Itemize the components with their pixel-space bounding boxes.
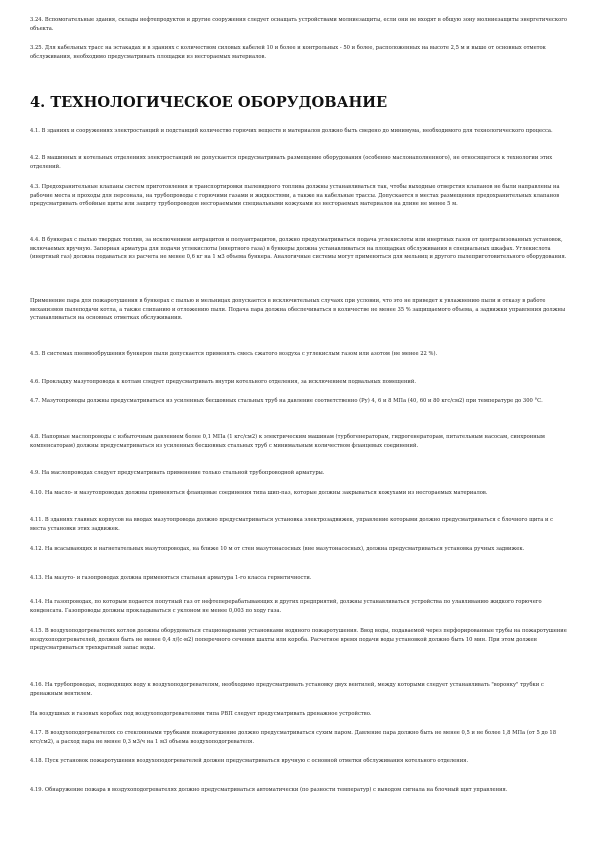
paragraph-3-24: 3.24. Вспомогательные здания, склады нефтепродуктов и другие сооружения следует оснащать устройствами молниезащиты, если они не входят в общую зону молниезащиты энергетического объекта.	[30, 17, 568, 32]
paragraph-4-9: 4.9. На маслопроводах следует предусматривать применение только стальной трубопроводной арматуры.	[30, 470, 325, 476]
paragraph-4-5: 4.5. В системах пневмообрушения бункеров пыли допускается применять смесь сжатого воздуха с углекислым газом или азотом (не менее 22 %).	[30, 351, 438, 357]
paragraph-4-12: 4.12. На всасывающих и нагнетательных мазутопроводах, на ближе 10 м от стен мазутонасосных (вне мазутонасосных), должна предусматриваться установка ручных задвижек.	[30, 546, 525, 552]
paragraph-4-11: 4.11. В зданиях главных корпусов на вводах мазутопровода должно предусматриваться установка электрозадвижек, управление которыми должно предусматриваться с блочного щита и с места установки этих задвижек.	[30, 517, 554, 532]
paragraph-4-1: 4.1. В зданиях и сооружениях электростанций и подстанций количество горючих веществ и материалов должно быть сведено до минимума, необходимого для технологического процесса.	[30, 128, 553, 134]
paragraph-4-7: 4.7. Мазутопроводы должны предусматриваться из усиленных бесшовных стальных труб на давление соответственно (Ру) 4, 6 и 8 МПа (40, 60 и 80 кгс/см2) при температуре до 300 °С.	[30, 398, 543, 404]
paragraph-4-2: 4.2. В машинных и котельных отделениях электростанций не допускается предусматривать размещение оборудования (особенно маслонаполненного), не относящегося к технологии этих отделений.	[30, 155, 553, 170]
paragraph-4-6: 4.6. Прокладку мазутопровода к котлам следует предусматривать внутри котельного отделения, за исключением подвальных помещений.	[30, 379, 417, 385]
paragraph-4-17: 4.17. В воздухоподогревателях со стеклянными трубками пожаротушение должно предусматриваться сухим паром. Давление пара должно быть не менее 0,5 и не более 1,8 МПа (от 5 до 18 кгс/см2), а расход пара не менее 0,3 м3/ч на 1 м3 объема воздухоподогревателя.	[30, 730, 557, 745]
paragraph-4-14: 4.14. На газопроводах, по которым подается попутный газ от нефтеперерабатывающих и других предприятий, должны устанавливаться устройства по улавливанию жидкого горючего конденсата. Газопроводы должны прокладываться с уклоном не менее 0,003 по ходу газа.	[30, 599, 542, 614]
paragraph-4-3: 4.3. Предохранительные клапаны систем приготовления и транспортировки пылевидного топлива должны устанавливаться так, чтобы выходные отверстия клапанов не были направлены на рабочие места и проходы для персонала, на трубопроводы с горючими газами и жидкостями, а также на кабельные трассы. Допускается в местах размещения предохранительных клапанов предусматривать отбойные щиты или защиту трубопроводов несгораемыми специальными кожухами из несгораемых материалов на длине не менее 5 м.	[30, 184, 560, 208]
paragraph-4-15: 4.15. В воздухоподогревателях котлов должны оборудоваться стационарными установками водяного пожаротушения. Ввод воды, подаваемой через перфорированные трубы на пожаротушение воздухоподогревателей, должен быть не менее 0,4 л/(с·м2) поперечного сечения шахты или короба. Расчетное время подачи воды установкой должно быть 10 мин. При этом должен предусматриваться трехкратный запас воды.	[30, 628, 567, 652]
paragraph-3-25: 3.25. Для кабельных трасс на эстакадах и в зданиях с количеством силовых кабелей 10 и более и контрольных - 50 и более, расположенных на высоте 2,5 м и выше от основных отметок обслуживания, необходимо предусматривать площадки из несгораемых материалов.	[30, 45, 546, 60]
paragraph-4-4-steam: Применение пара для пожаротушения в бункерах с пылью и мельницах допускается в исключительных случаях при условии, что это не приведет к увлажнению пыли и отказу в работе механизмов пылеподачи котла, а также слипанию и отложению пыли. Подача пара должна обеспечиваться в количестве не менее 35 % защищаемого объема, а задвижки управления должны устанавливаться на основных отметках обслуживания.	[30, 298, 566, 322]
paragraph-4-4: 4.4. В бункерах с пылью твердых топлив, за исключением антрацитов и полуантрацитов, должно предусматриваться подача углекислоты или инертных газов от централизованных установок, включаемых вручную. Запорная арматура для подачи углекислоты (инертного газа) в бункеры должна устанавливаться на площадках обслуживания в специальных шкафах. Углекислота (инертный газ) должна подаваться из расчета не менее 0,6 кг на 1 м3 объема бункера. Аналогичные системы могут применяться для мельниц и другого пылеприготовительного оборудования.	[30, 237, 567, 261]
paragraph-4-10: 4.10. На масло- и мазутопроводах должны применяться фланцевые соединения типа шип-паз, которые должны закрываться кожухами из несгораемых материалов.	[30, 490, 488, 496]
paragraph-4-16-drain: На воздушных и газовых коробах под воздухоподогревателями типа РВП следует предусматривать дренажное устройство.	[30, 711, 372, 717]
paragraph-4-18: 4.18. Пуск установок пожаротушения воздухоподогревателей должен предусматриваться вручную с основной отметки обслуживания котельного отделения.	[30, 758, 469, 764]
paragraph-4-13: 4.13. На мазуто- и газопроводах должна применяться стальная арматура 1-го класса герметичности.	[30, 575, 312, 581]
paragraph-4-19: 4.19. Обнаружение пожара в воздухоподогревателях должно предусматриваться автоматически (по разности температур) с выводом сигнала на блочный щит управления.	[30, 787, 508, 793]
section-heading: 4. ТЕХНОЛОГИЧЕСКОЕ ОБОРУДОВАНИЕ	[30, 94, 388, 111]
paragraph-4-16: 4.16. На трубопроводах, подводящих воду к воздухоподогревателям, необходимо предусматривать установку двух вентилей, между которыми следует устанавливать "воронку" трубки с дренажным вентилем.	[30, 682, 544, 697]
paragraph-4-8: 4.8. Напорные маслопроводы с избыточным давлением более 0,1 МПа (1 кгс/см2) к электрическим машинам (турбогенераторам, гидрогенераторам, питательным насосам, синхронным компенсаторам) должны предусматриваться из усиленных бесшовных стальных труб с минимальным количеством фланцевых соединений.	[30, 434, 545, 449]
